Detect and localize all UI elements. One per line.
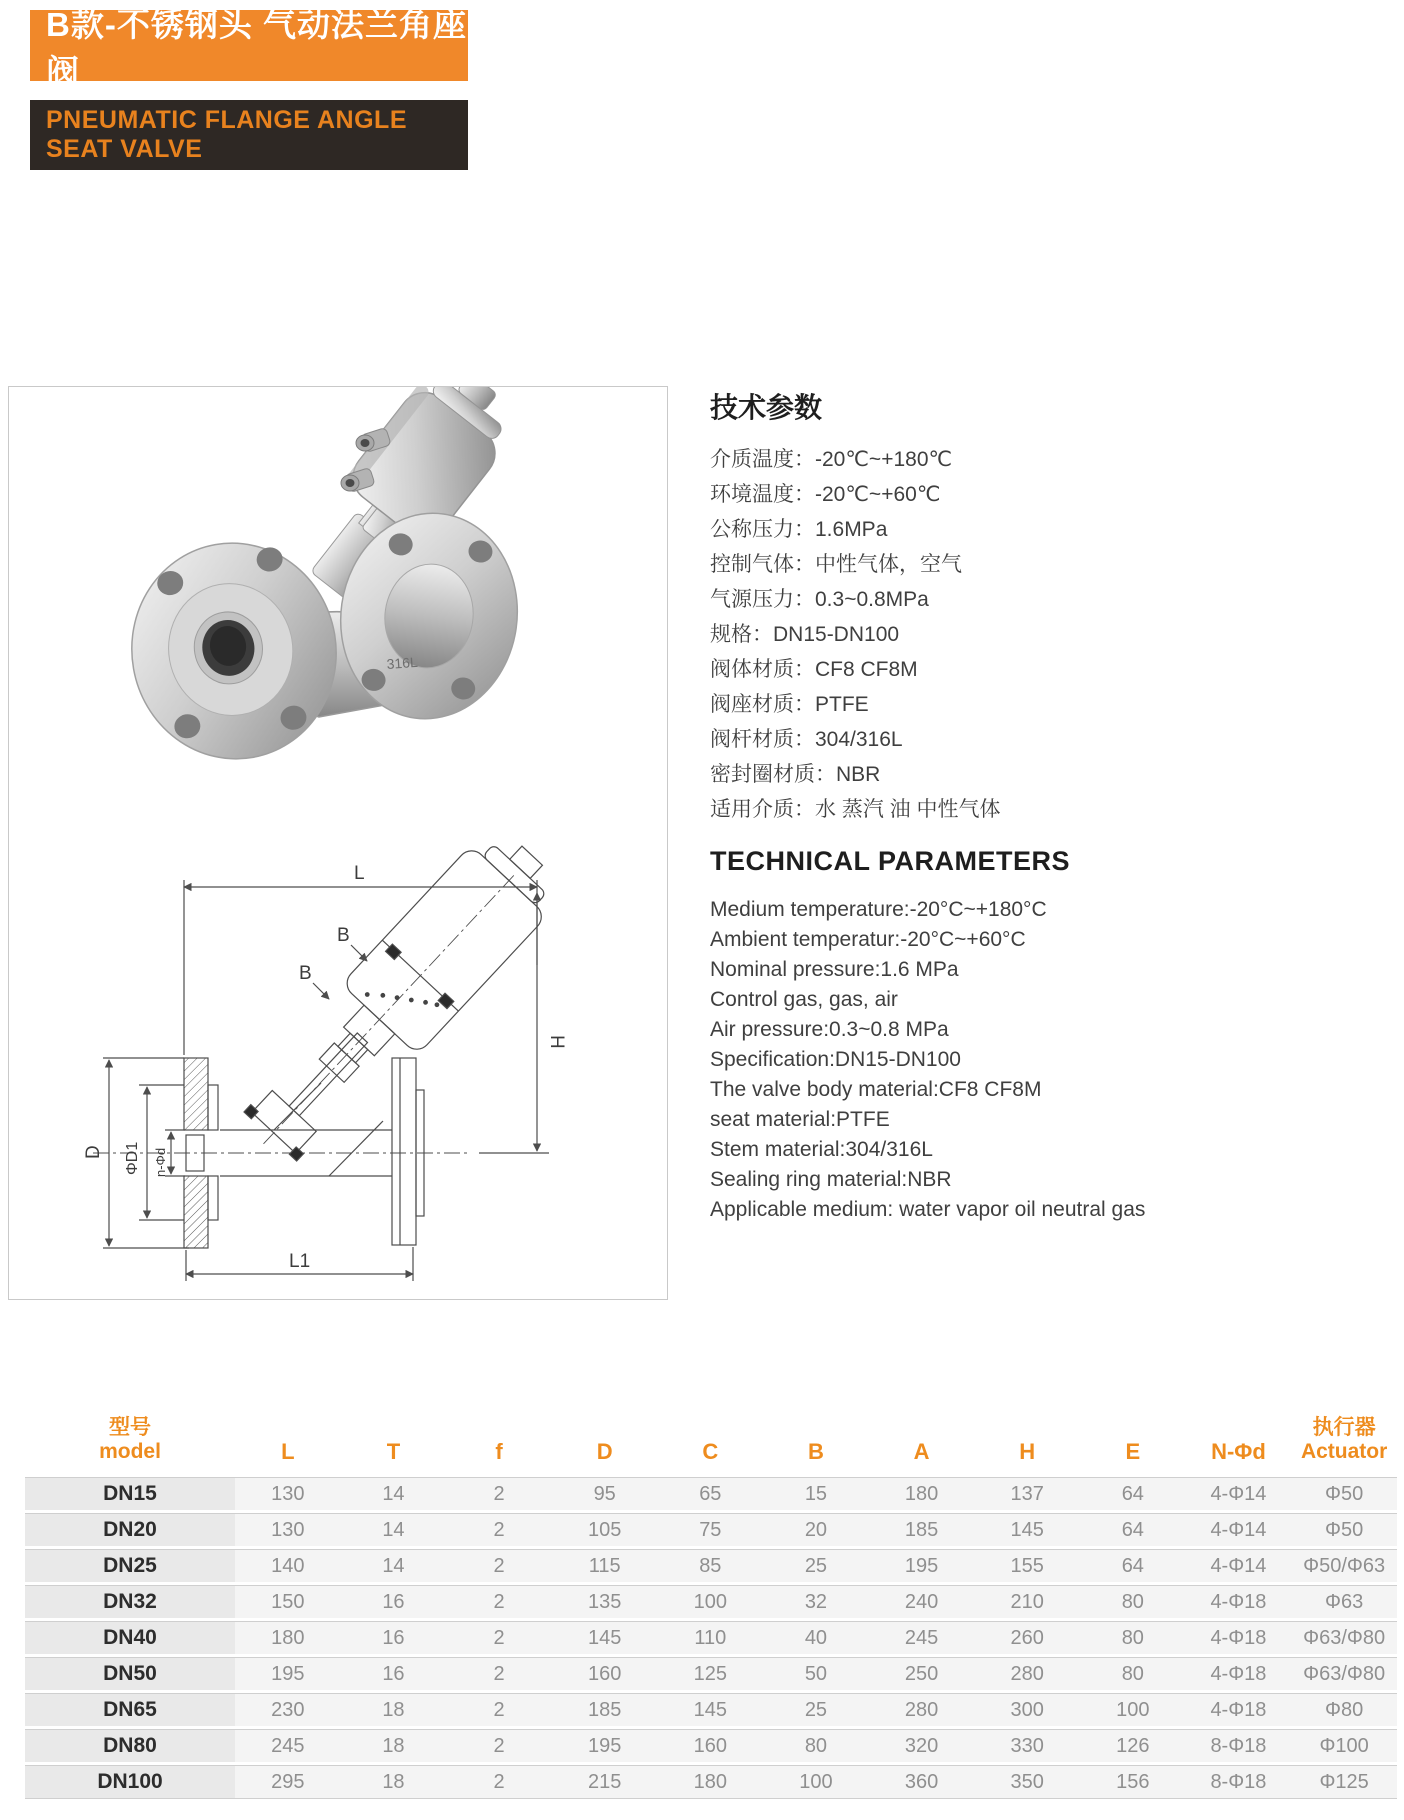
table-cell: 85 <box>658 1549 764 1582</box>
spec-line: 公称压力：1.6MPa <box>710 518 888 541</box>
table-cell: 4-Φ18 <box>1186 1585 1292 1618</box>
dim-header: H <box>1019 1439 1036 1464</box>
table-cell: Φ63/Φ80 <box>1291 1621 1397 1654</box>
table-cell: 15 <box>763 1477 869 1510</box>
model-cell: DN15 <box>25 1477 235 1510</box>
model-header-en: model <box>99 1440 161 1463</box>
table-cell: 16 <box>341 1621 447 1654</box>
model-cell: DN32 <box>25 1585 235 1618</box>
dim-label-D: D <box>83 1145 104 1159</box>
table-cell: 155 <box>974 1549 1080 1582</box>
model-cell: DN25 <box>25 1549 235 1582</box>
table-cell: Φ125 <box>1291 1765 1397 1799</box>
table-cell: 80 <box>1080 1621 1186 1654</box>
table-row <box>25 1765 1397 1799</box>
table-cell: Φ63 <box>1291 1585 1397 1618</box>
table-cell: 2 <box>446 1693 552 1726</box>
product-image-box <box>8 386 668 1300</box>
model-cell: DN50 <box>25 1657 235 1690</box>
table-cell: 156 <box>1080 1765 1186 1799</box>
table-cell: 135 <box>552 1585 658 1618</box>
dim-label-D1: ΦD1 <box>124 1141 141 1175</box>
dim-header: E <box>1125 1439 1141 1464</box>
table-cell: 4-Φ18 <box>1186 1621 1292 1654</box>
dim-header: D <box>596 1439 613 1464</box>
table-cell: 145 <box>658 1693 764 1726</box>
table-cell: 2 <box>446 1729 552 1762</box>
table-cell: 245 <box>235 1729 341 1762</box>
table-cell: 64 <box>1080 1477 1186 1510</box>
drawing-right-flange <box>392 1058 424 1245</box>
table-cell: 32 <box>763 1585 869 1618</box>
spec-line: 适用介质：水 蒸汽 油 中性气体 <box>710 798 1001 821</box>
table-cell: 18 <box>341 1729 447 1762</box>
dimensions-table <box>25 1398 1397 1802</box>
spec-line: Nominal pressure:1.6 MPa <box>710 958 959 981</box>
table-cell: 105 <box>552 1513 658 1546</box>
dim-B <box>313 945 367 999</box>
table-row <box>25 1657 1397 1690</box>
table-cell: 80 <box>763 1729 869 1762</box>
table-cell: 245 <box>869 1621 975 1654</box>
model-cell: DN40 <box>25 1621 235 1654</box>
actuator-header-cn: 执行器 <box>1312 1416 1376 1439</box>
table-cell: 2 <box>446 1513 552 1546</box>
table-cell: 150 <box>235 1585 341 1618</box>
table-cell: 145 <box>974 1513 1080 1546</box>
spec-line: 阀杆材质：304/316L <box>710 728 903 751</box>
dim-label-B1: B <box>337 925 350 946</box>
table-cell: 130 <box>235 1477 341 1510</box>
table-cell: 64 <box>1080 1513 1186 1546</box>
table-cell: 8-Φ18 <box>1186 1729 1292 1762</box>
table-row <box>25 1693 1397 1726</box>
table-cell: 195 <box>552 1729 658 1762</box>
page-title-en: PNEUMATIC FLANGE ANGLE SEAT VALVE <box>46 106 407 163</box>
table-cell: Φ100 <box>1291 1729 1397 1762</box>
drawing-actuator <box>225 845 570 1179</box>
specs-cn-section <box>710 386 1370 827</box>
table-cell: 320 <box>869 1729 975 1762</box>
spec-line: The valve body material:CF8 CF8M <box>710 1078 1042 1101</box>
dim-header: T <box>386 1439 401 1464</box>
table-cell: 160 <box>658 1729 764 1762</box>
table-row <box>25 1621 1397 1654</box>
model-header-cn: 型号 <box>109 1416 151 1439</box>
spec-line: 控制气体：中性气体，空气 <box>710 553 962 576</box>
dim-label-nd: n-Φd <box>153 1147 168 1177</box>
table-cell: 4-Φ14 <box>1186 1513 1292 1546</box>
table-cell: 80 <box>1080 1657 1186 1690</box>
dim-label-B2: B <box>299 963 312 984</box>
table-cell: 4-Φ18 <box>1186 1657 1292 1690</box>
dim-header: L <box>281 1439 295 1464</box>
table-header-row <box>25 1401 1397 1474</box>
table-row <box>25 1585 1397 1618</box>
table-cell: Φ63/Φ80 <box>1291 1657 1397 1690</box>
title-banner-en <box>30 100 468 170</box>
table-cell: 16 <box>341 1585 447 1618</box>
table-cell: 14 <box>341 1477 447 1510</box>
table-cell: 180 <box>235 1621 341 1654</box>
table-cell: 110 <box>658 1621 764 1654</box>
spec-line: 环境温度：-20℃~+60℃ <box>710 483 941 506</box>
table-cell: 195 <box>869 1549 975 1582</box>
table-cell: 80 <box>1080 1585 1186 1618</box>
table-cell: 18 <box>341 1765 447 1799</box>
product-photo <box>119 387 599 807</box>
table-cell: 100 <box>658 1585 764 1618</box>
model-cell: DN100 <box>25 1765 235 1799</box>
table-cell: 8-Φ18 <box>1186 1765 1292 1799</box>
table-cell: 2 <box>446 1657 552 1690</box>
table-cell: 185 <box>552 1693 658 1726</box>
model-cell: DN20 <box>25 1513 235 1546</box>
specs-en-list <box>710 895 1390 1225</box>
table-cell: 2 <box>446 1765 552 1799</box>
spec-line: seat material:PTFE <box>710 1108 890 1131</box>
table-cell: 260 <box>974 1621 1080 1654</box>
table-cell: 14 <box>341 1549 447 1582</box>
table-cell: 126 <box>1080 1729 1186 1762</box>
table-cell: 65 <box>658 1477 764 1510</box>
table-cell: 2 <box>446 1585 552 1618</box>
spec-line: 阀体材质：CF8 CF8M <box>710 658 918 681</box>
table-cell: 4-Φ14 <box>1186 1477 1292 1510</box>
table-row <box>25 1477 1397 1510</box>
spec-line: 密封圈材质：NBR <box>710 763 881 786</box>
body-engraving: 316L <box>386 653 419 672</box>
table-cell: 25 <box>763 1693 869 1726</box>
specs-en-title: TECHNICAL PARAMETERS <box>710 846 1071 876</box>
spec-line: Sealing ring material:NBR <box>710 1168 952 1191</box>
specs-cn-list <box>710 442 1370 827</box>
table-cell: 75 <box>658 1513 764 1546</box>
table-cell: Φ50 <box>1291 1477 1397 1510</box>
spec-line: 介质温度：-20℃~+180℃ <box>710 448 953 471</box>
table-cell: 280 <box>974 1657 1080 1690</box>
model-cell: DN80 <box>25 1729 235 1762</box>
table-cell: 185 <box>869 1513 975 1546</box>
spec-line: Applicable medium: water vapor oil neutral gas <box>710 1198 1146 1221</box>
actuator-header <box>1291 1401 1397 1474</box>
table-cell: 18 <box>341 1693 447 1726</box>
table-cell: 50 <box>763 1657 869 1690</box>
spec-line: Control gas, gas, air <box>710 988 898 1011</box>
dim-label-H: H <box>546 1035 567 1049</box>
table-cell: 130 <box>235 1513 341 1546</box>
table-cell: 145 <box>552 1621 658 1654</box>
table-cell: 64 <box>1080 1549 1186 1582</box>
table-cell: Φ50 <box>1291 1513 1397 1546</box>
table-cell: 2 <box>446 1477 552 1510</box>
table-cell: 360 <box>869 1765 975 1799</box>
table-cell: 330 <box>974 1729 1080 1762</box>
table-cell: 4-Φ14 <box>1186 1549 1292 1582</box>
dim-header: N-Φd <box>1211 1439 1266 1464</box>
dim-L <box>184 880 537 1055</box>
dim-header: f <box>495 1439 503 1464</box>
table-cell: 2 <box>446 1549 552 1582</box>
table-cell: 100 <box>763 1765 869 1799</box>
actuator-header-en: Actuator <box>1300 1440 1388 1463</box>
table-cell: 350 <box>974 1765 1080 1799</box>
table-cell: 95 <box>552 1477 658 1510</box>
spec-line: Stem material:304/316L <box>710 1138 933 1161</box>
spec-line: Medium temperature:-20°C~+180°C <box>710 898 1047 921</box>
dim-header: C <box>702 1439 719 1464</box>
table-cell: 210 <box>974 1585 1080 1618</box>
table-cell: 250 <box>869 1657 975 1690</box>
page-title-cn: B款-不锈钢头 气动法兰角座阀 <box>46 5 467 90</box>
table-cell: Φ80 <box>1291 1693 1397 1726</box>
table-cell: 280 <box>869 1693 975 1726</box>
table-cell: 295 <box>235 1765 341 1799</box>
dim-header: B <box>807 1439 824 1464</box>
table-cell: 300 <box>974 1693 1080 1726</box>
dimension-drawing <box>79 845 619 1297</box>
dim-header: A <box>913 1439 930 1464</box>
table-cell: 20 <box>763 1513 869 1546</box>
table-cell: 195 <box>235 1657 341 1690</box>
specs-en-section <box>710 846 1390 1225</box>
table-cell: 4-Φ18 <box>1186 1693 1292 1726</box>
spec-line: 规格：DN15-DN100 <box>710 623 900 646</box>
spec-line: 阀座材质：PTFE <box>710 693 869 716</box>
dim-H <box>479 893 549 1153</box>
table-cell: 14 <box>341 1513 447 1546</box>
table-cell: 230 <box>235 1693 341 1726</box>
model-cell: DN65 <box>25 1693 235 1726</box>
table-cell: 180 <box>658 1765 764 1799</box>
table-cell: 160 <box>552 1657 658 1690</box>
table-cell: 16 <box>341 1657 447 1690</box>
table-cell: 40 <box>763 1621 869 1654</box>
table-cell: 240 <box>869 1585 975 1618</box>
spec-line: Air pressure:0.3~0.8 MPa <box>710 1018 949 1041</box>
table-cell: 125 <box>658 1657 764 1690</box>
table-cell: 180 <box>869 1477 975 1510</box>
table-cell: 215 <box>552 1765 658 1799</box>
table-cell: 25 <box>763 1549 869 1582</box>
model-header <box>25 1401 235 1474</box>
spec-line: 气源压力：0.3~0.8MPa <box>710 588 929 611</box>
table-cell: 115 <box>552 1549 658 1582</box>
table-row <box>25 1729 1397 1762</box>
dim-label-L1: L1 <box>289 1251 311 1272</box>
table-cell: 140 <box>235 1549 341 1582</box>
table-row <box>25 1549 1397 1582</box>
specs-cn-title: 技术参数 <box>710 392 823 423</box>
table-row <box>25 1513 1397 1546</box>
table-cell: 137 <box>974 1477 1080 1510</box>
spec-line: Ambient temperatur:-20°C~+60°C <box>710 928 1026 951</box>
table-cell: Φ50/Φ63 <box>1291 1549 1397 1582</box>
title-banner-cn <box>30 5 468 90</box>
table-cell: 2 <box>446 1621 552 1654</box>
table-cell: 100 <box>1080 1693 1186 1726</box>
spec-line: Specification:DN15-DN100 <box>710 1048 961 1071</box>
dim-label-L: L <box>354 863 365 884</box>
